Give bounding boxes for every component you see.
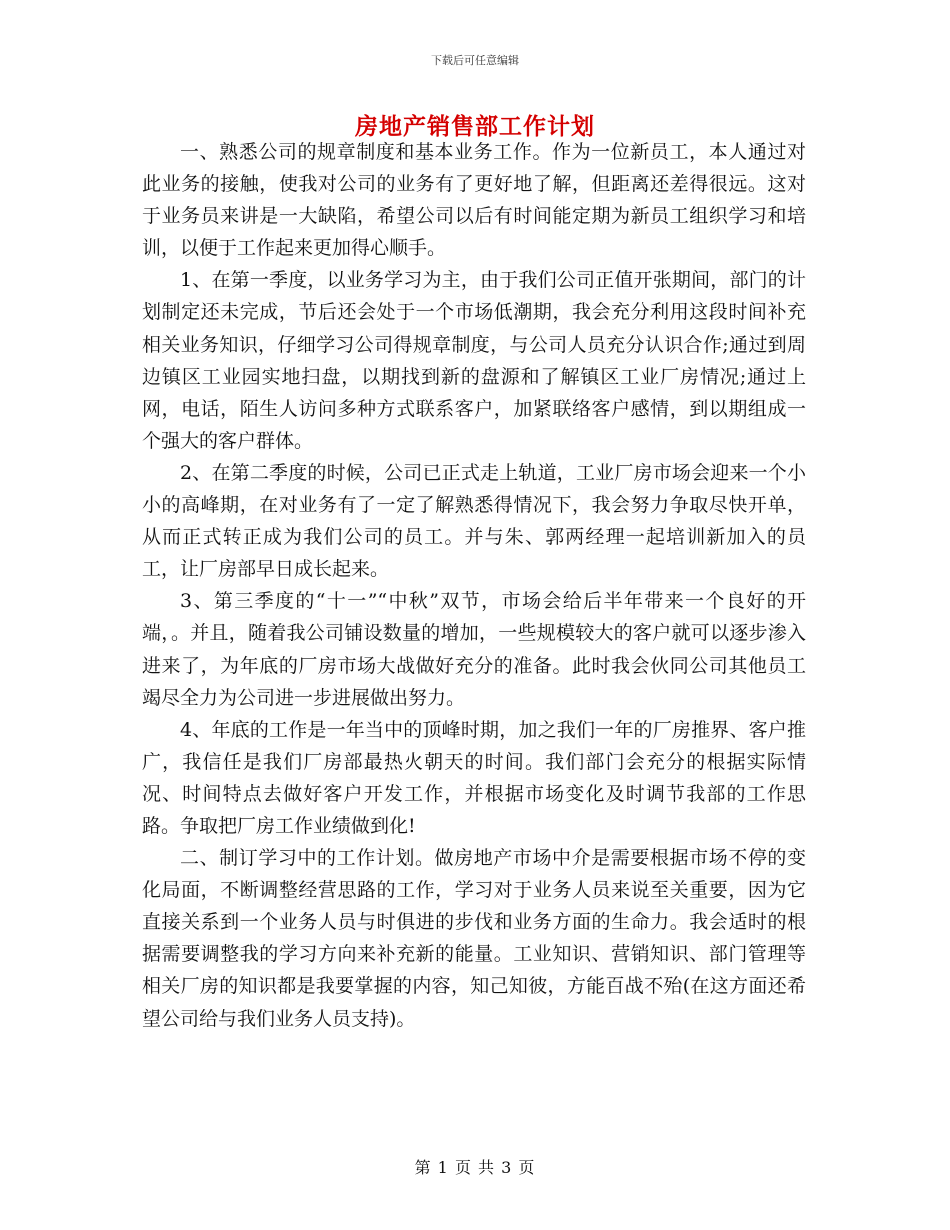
document-title: 房地产销售部工作计划: [355, 113, 595, 140]
paragraph-5: 4、年底的工作是一年当中的顶峰时期，加之我们一年的厂房推界、客户推广，我信任是我们厂房部最热火朝天的时间。我们部门会充分的根据实际情况、时间特点去做好客户开发工作，并根据市场变化及时调节我部的工作思路。争取把厂房工作业绩做到化!: [142, 718, 806, 837]
page-number-footer: 第 1 页 共 3 页: [414, 1158, 536, 1177]
page-header-note: 下载后可任意编辑: [431, 54, 519, 67]
paragraph-4: 3、第三季度的“十一”“中秋”双节，市场会给后半年带来一个良好的开端，。并且，随着我公司铺设数量的增加，一些规模较大的客户就可以逐步渗入进来了，为年底的厂房市场大战做好充分的准备。此时我会伙同公司其他员工竭尽全力为公司进一步进展做出努力。: [142, 590, 806, 709]
paragraph-2: 1、在第一季度，以业务学习为主，由于我们公司正值开张期间，部门的计划制定还未完成，节后还会处于一个市场低潮期，我会充分利用这段时间补充相关业务知识，仔细学习公司得规章制度，与公司人员充分认识合作;通过到周边镇区工业园实地扫盘，以期找到新的盘源和了解镇区工业厂房情况;通过上网，电话，陌生人访问多种方式联系客户，加紧联络客户感情，到以期组成一个强大的客户群体。: [142, 269, 806, 452]
paragraph-1: 一、熟悉公司的规章制度和基本业务工作。作为一位新员工，本人通过对此业务的接触，使我对公司的业务有了更好地了解，但距离还差得很远。这对于业务员来讲是一大缺陷，希望公司以后有时间能定期为新员工组织学习和培训，以便于工作起来更加得心顺手。: [142, 141, 806, 260]
paragraph-6: 二、制订学习中的工作计划。做房地产市场中介是需要根据市场不停的变化局面，不断调整经营思路的工作，学习对于业务人员来说至关重要，因为它直接关系到一个业务人员与时俱进的步伐和业务方面的生命力。我会适时的根据需要调整我的学习方向来补充新的能量。工业知识、营销知识、部门管理等相关厂房的知识都是我要掌握的内容，知己知彼，方能百战不殆(在这方面还希望公司给与我们业务人员支持)。: [142, 847, 806, 1030]
paragraph-3: 2、在第二季度的时候，公司已正式走上轨道，工业厂房市场会迎来一个小小的高峰期，在对业务有了一定了解熟悉得情况下，我会努力争取尽快开单，从而正式转正成为我们公司的员工。并与朱、郭两经理一起培训新加入的员工，让厂房部早日成长起来。: [142, 461, 806, 581]
document-body: [142, 136, 806, 1035]
